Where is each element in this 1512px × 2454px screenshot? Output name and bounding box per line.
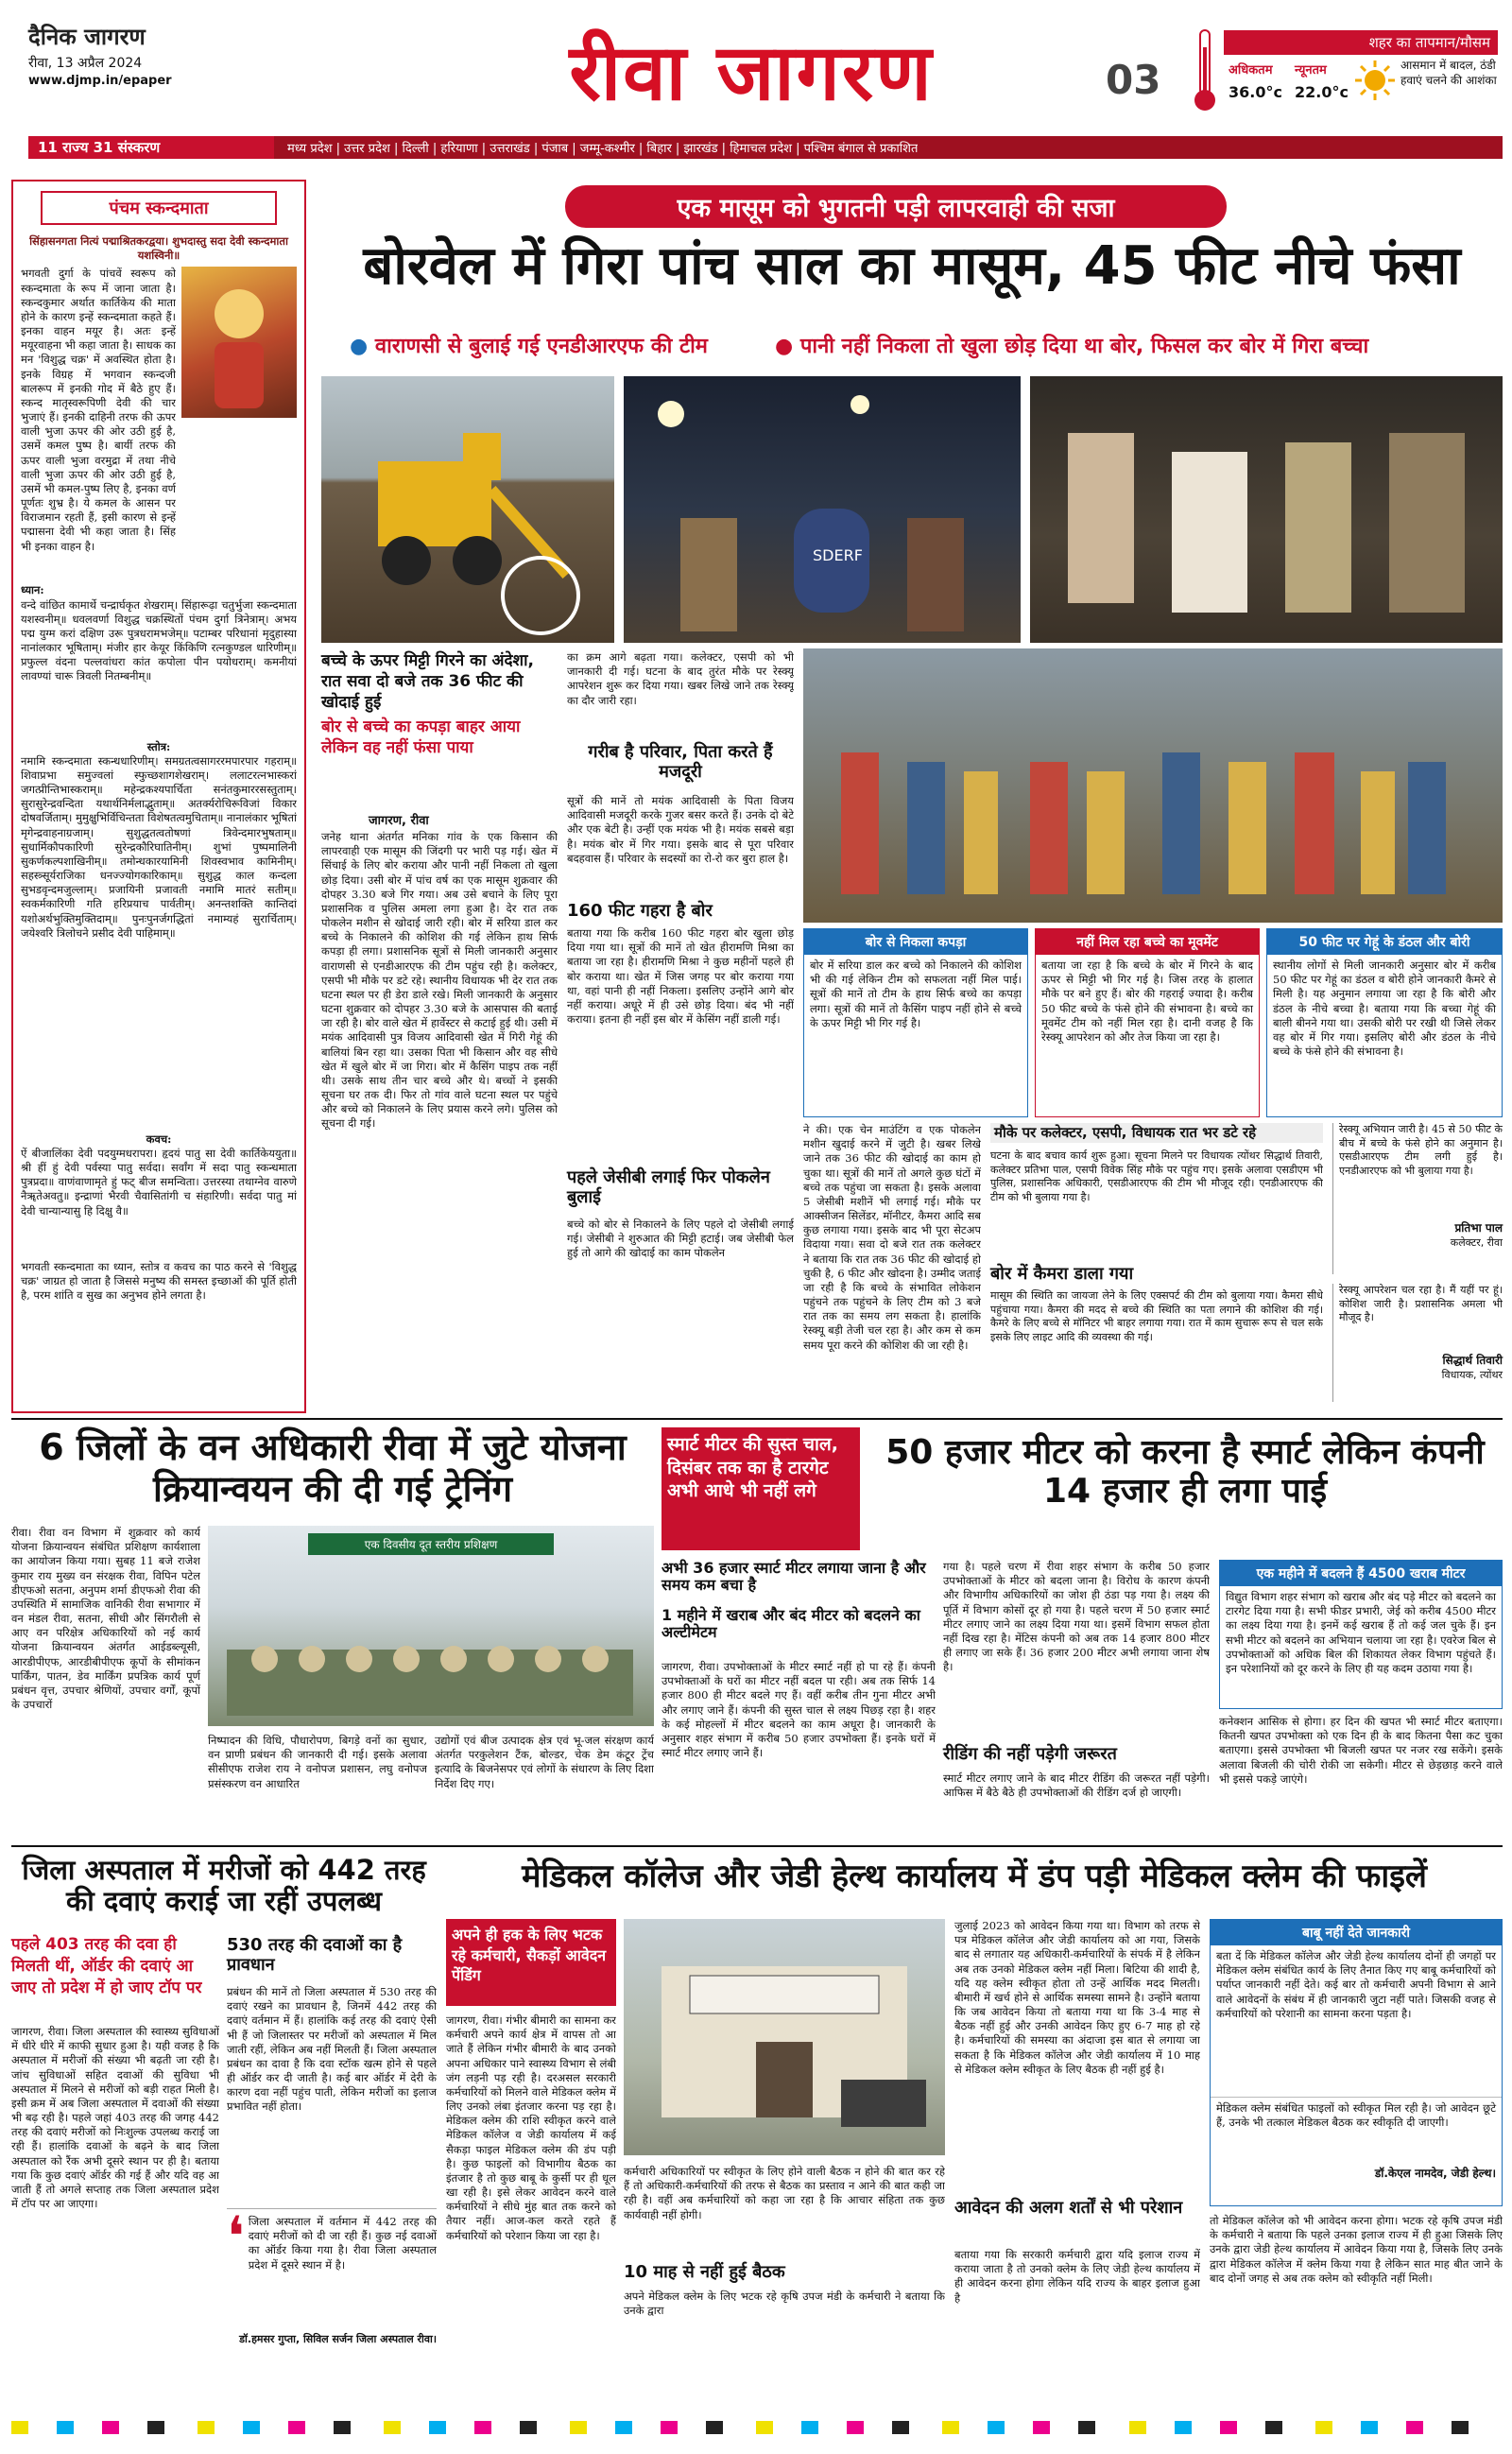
lead-col-2d: बच्चे को बोर से निकालने के लिए पहले दो जेसीबी लगाई गई। जेसीबी ने शुरुआत की मिट्टी हटाई। जब जेसीबी फेल हुई तो आगे की खोदाई का काम पोकलेन (567, 1218, 794, 1260)
smartmeter-box-text: विद्युत विभाग शहर संभाग को खराब और बंद पड़े मीटर को बदलने का टारगेट दिया गया है। सभी फीडर प्रभारी, जेई को करीब 4500 मीटर का लक्ष्य दिया गया है। इनमें कई खराब हैं तो कई जल चुके हैं। इन सभी मीटर को बदलने का अभियान चलाया जा रहा है। एवरेज बिल से उपभोक्ताओं को अधिक बिल की शिकायत लेकर विभाग पहुंचते हैं। इन परेशानियों को दूर करने के लिए ही यह कदम उठाया गया है। (1226, 1590, 1497, 1675)
dhyan-label: ध्यान: (21, 583, 44, 597)
smartmeter-kicker: स्मार्ट मीटर की सुस्त चाल, दिसंबर तक का है टारगेट अभी आधे भी नहीं लगे (662, 1427, 860, 1550)
bullet-icon: ● (775, 335, 794, 358)
sub-160-feet: 160 फीट गहरा है बोर (567, 901, 713, 921)
lead-col-3: ने की। एक चेन माउंटिंग व एक पोकलेन मशीन खुदाई करने में जुटी है। खबर लिखे जाने तक 36 फीट की खोदाई का काम हो चुका था। सूत्रों की मानें तो अगले कुछ घंटों में बच्चे तक पहुंचा जा सकता है। इसके अलावा 5 जेसीबी मशीनें भी लगाई गई। मौके पर आक्सीजन सिलेंडर, मॉनीटर, कैमरा आदि सब कुछ लगाया गया। इसके बाद भी पूरा सेटअप विदाया गया। सवा दो बजे रात तक कलेक्टर ने बताया कि रात तक 36 फीट की खोदाई हो चुकी है, 6 फीट और खोदना है। उम्मीद जताई जा रही है कि बच्चे के संभावित लोकेशन पहुंचने तक पहुंचने के लिए टीम को 3 बजे रात तक का समय लग सकता है। हालांकि रेस्क्यू बड़ी तेजी चल रहा है। और कम से कम समय पूरा करने की कोशिश की जा रही है। (803, 1123, 981, 1352)
medical-col-1: जागरण, रीवा। गंभीर बीमारी का सामना कर कर्मचारी अपने कार्य क्षेत्र में वापस तो आ जाते हैं लेकिन गंभीर बीमारी के बाद उनको अपना अधिकार पाने स्वास्थ्य विभाग से लंबी जंग लड़नी पड़ रही है। दरअसल सरकारी कर्मचारियों को मिलने वाले मेडिकल क्लेम में लिए उनको लंबा इंतजार करना पड़ रहा है। मेडिकल क्लेम की राशि स्वीकृत करने वाले मेडिकल कॉलेज व जेडी कार्यालय में कई सैकड़ा फाइल मेडिकल क्लेम की डंप पड़ी है। कुछ फाइलों को विभागीय बैठक का इंतजार है तो कुछ बाबू के कुर्सी पर ही धूल खा रही है। इसे लेकर आवेदन करने वाले कर्मचारियों ने सीधे मुंह बात तक करने को तैयार नहीं। आज-कल करते रहते हैं कर्मचारियों को परेशान किया जा रहा है। (446, 2013, 616, 2242)
lead-caption (321, 650, 558, 806)
quote-mla-text: रेस्क्यू आपरेशन चल रहा है। मैं यहीं पर हूं। कोशिश जारी है। प्रशासनिक अमला भी मौजूद है। (1339, 1284, 1503, 1324)
box-wheat (1266, 928, 1503, 1117)
divider (11, 1845, 1503, 1847)
hospital-red-sub: पहले 403 तरह की दवा ही मिलती थीं, ऑर्डर की दवाएं आ जाए तो प्रदेश में हो जाए टॉप पर (11, 1935, 202, 1997)
villagers-photo (803, 648, 1503, 923)
left-column (11, 180, 306, 1413)
lead-headline: बोरवेल में गिरा पांच साल का मासूम, 45 फीट नीचे फंसा (363, 235, 1461, 297)
medical-box-quote-name: डॉ.केएल नामदेव, जेडी हेल्थ। (1374, 2167, 1496, 2180)
quote-collector-name: प्रतिभा पाल (1454, 1221, 1503, 1235)
quote-collector-role: कलेक्टर, रीवा (1450, 1236, 1503, 1249)
epaper-url[interactable]: www.djmp.in/epaper (28, 74, 172, 88)
smartmeter-headline: 50 हजार मीटर को करना है स्मार्ट लेकिन कंपनी 14 हजार ही लगा पाई (885, 1433, 1485, 1512)
page-number: 03 (1106, 57, 1161, 103)
medical-box-text: बता दें कि मेडिकल कॉलेज और जेडी हेल्थ कार्यालय दोनों ही जगहों पर मेडिकल क्लेम संबंधित कार्य के लिए तैनात किए गए बाबू कर्मचारियों को पर्याप्त जानकारी नहीं देते। कई बार तो कर्मचारी अपनी विभाग से आने वाले आवेदनों के संबंध में ही जानकारी जुटा नहीं पाते। जिसकी वजह से कर्मचारियों को परेशानी का सामना करना पड़ता है। (1216, 1949, 1496, 2020)
lead-col-2c: बताया गया कि करीब 160 फीट गहरा बोर खुला छोड़ दिया गया था। सूत्रों की मानें तो खेत हीरामणि मिश्रा का बताया जा रहा है। हीरामणि मिश्रा ने कुछ महीनों पहले ही बोर कराया था। खेत में जिस जगह पर बोर कराया गया था, वहां पानी ही नहीं निकला। इसलिए उन्होंने आगे बोर नहीं कराया। अधूरे में ही उसे छोड़ दिया। बंद भी नहीं कराया। इतना ही नहीं इस बोर में केसिंग नहीं डाली गई। (567, 926, 794, 1027)
reading-text: स्मार्ट मीटर लगाए जाने के बाद मीटर रीडिंग की जरूरत नहीं पड़ेगी। आफिस में बैठे बैठे ही उपभोक्ताओं की रीडिंग दर्ज हो जाएगी। (943, 1771, 1210, 1800)
divider (11, 1418, 1503, 1420)
print-registration-marks (11, 2420, 1503, 2439)
kavach-label: कवच: (146, 1132, 172, 1146)
smartmeter-box (1219, 1560, 1503, 1709)
publishing-states: मध्य प्रदेश | उत्तर प्रदेश | दिल्ली | हरियाणा | उत्तराखंड | पंजाब | जम्मू-कश्मीर | बिहार | झारखंड | हिमाचल प्रदेश | पश्चिम बंगाल से प्रकाशित (287, 142, 919, 156)
smartmeter-box-title: एक महीने में बदलने हैं 4500 खराब मीटर (1220, 1561, 1502, 1586)
medical-col-3b: अपने मेडिकल क्लेम के लिए भटक रहे कृषि उपज मंडी के कर्मचारी ने बताया कि उनके द्वारा (624, 2290, 945, 2318)
stotra-label: स्तोत्र: (146, 739, 171, 753)
box-cloth-title: बोर से निकला कपड़ा (804, 929, 1027, 955)
smartmeter-col-3: कनेक्शन आसिक से होगा। हर दिन की खपत भी स्मार्ट मीटर बताएगा। कितनी खपत उपभोक्ता को एक दिन ही के बाद कितना पैसा कट चुका बताएगा। इससे उपभोक्ता भी बिजली खपत पर नजर रख सकेंगे। इसके अलावा बिजली की चोरी रोकी जा सकेगी। मीटर से छेड़छाड़ करने वाले भी इससे पकड़े जाएंगे। (1219, 1715, 1503, 1786)
bullet-icon: ● (350, 335, 369, 358)
forecast-text: आसमान में बादल, ठंडी हवाएं चलने की आशंका (1400, 59, 1497, 87)
reading-head: रीडिंग की नहीं पड़ेगी जरूरत (943, 1744, 1117, 1764)
forest-col-2: निष्पादन की विधि, पौधारोपण, बिगड़े वनों का सुधार, वन प्राणी प्रबंधन की जानकारी दी गई। इसके अलावा सीसीएफ राजेश राय ने वनोपज प्रशासन, लघु वनोपज प्रसंस्करण वन आधारित (208, 1734, 427, 1790)
lead-sub-2-text: पानी नहीं निकला तो खुला छोड़ दिया था बोर, फिसल कर बोर में गिरा बच्चा (799, 335, 1369, 358)
newspaper-logo: रीवा जागरण (569, 28, 934, 118)
intro-text: भगवती दुर्गा के पांचवें स्वरूप को स्कन्दमाता के रूप में जाना जाता है। स्कन्दकुमार अर्थात कार्तिकेय की माता होने के कारण इन्हें स्कन्दमाता कहते हैं। इनका वाहन मयूर है। अतः इन्हें मयूरवाहना भी कहा जाता है। साधक का मन 'विशुद्ध चक्र' में अवस्थित होता है। इनके विग्रह में भगवान स्कन्दजी बालरूप में इनकी गोद में बैठे हुए हैं। स्कन्द मातृस्वरूपिणी देवी की चार भुजाएं हैं। इनकी दाहिनी तरफ की ऊपर वाली भुजा ऊपर की ओर उठी हुई है, उसमें कमल पुष्प है। बायीं तरफ की ऊपर वाली भुजा वरमुद्रा में तथा नीचे वाली भुजा ऊपर की ओर उठी हुई है, उसमें भी कमल-पुष्प लिए है, इनका वर्ण पूर्णतः शुभ्र है। ये कमल के आसन पर विराजमान रहती हैं, इसी कारण से इन्हें पद्मासना देवी भी कहा जाता है। सिंह भी इनका वाहन है। (21, 267, 176, 553)
box-cloth-text: बोर में सरिया डाल कर बच्चे को निकालने की कोशिश भी की गई लेकिन टीम को सफलता नहीं मिल पाई। सूत्रों की मानें तो टीम के हाथ सिर्फ बच्चे का कपड़ा लगा। सूत्रों की मानें तो कैसिंग पाइप नहीं होने से बच्चे के ऊपर मिट्टी भी गिर गई है। (810, 959, 1022, 1029)
forest-col-1: रीवा। रीवा वन विभाग में शुक्रवार को कार्य योजना क्रियान्वयन संबंधित प्रशिक्षण कार्यशाला का आयोजन किया गया। सुबह 11 बजे राजेश कुमार राय मुख्य वन संरक्षक रीवा, विपिन पटेल डीएफओ सतना, अनुपम शर्मा डीएफओ रीवा की उपस्थिति में सामाजिक वानिकी रीवा सभागार में वन मंडल रीवा, सतना, सीधी और सिंगरौली से आए वन परिक्षेत्र अधिकारियों को नई कार्य योजना क्रियान्वयन अंतर्गत आईडब्ल्यूसी, आरडीपीएफ, आरडीबीपीएफ कूपों के सीमांकन पार्किंग, पातन, डेव मार्किंग प्रपत्रिक कार्य पूर्ण प्रबंधन वृत्त, उपचार श्रेणियों, उपचार वर्गों, कूपों के उपचारों (11, 1526, 200, 1712)
brand-small: दैनिक जागरण (28, 24, 146, 50)
masthead-left (28, 21, 236, 88)
medical-box-quote: मेडिकल क्लेम संबंधित फाइलों को स्वीकृत मिल रही है। जो आवेदन छूटे हैं, उनके भी तत्काल मेडिकल बैठक कर स्वीकृति दी जाएगी। (1211, 2097, 1502, 2165)
lead-caption-head: बच्चे के ऊपर मिट्टी गिरने का अंदेशा, रात सवा दो बजे तक 36 फीट की खोदाई हुई (321, 651, 534, 713)
collector-text: घटना के बाद बचाव कार्य शुरू हुआ। सूचना मिलने पर विधायक त्योंथर सिद्धार्थ तिवारी, कलेक्टर प्रतिभा पाल, एसपी विवेक सिंह मौके पर पहुंच गए। इसके अलावा एसडीएम भी पुलिस, प्रशासनिक अधिकारी, एसडीआरएफ की टीम भी मौजूद रही। एनडीआरएफ की टीम को भी बुलाया गया है। (990, 1149, 1323, 1203)
kavach-text: ऐं बीजालिंका देवी पदयुग्मधरापरा। हृदयं पातु सा देवी कार्तिकेययुता॥ श्री हीं हुं देवी पर्वस्या पातु सर्वदा। सर्वांग में सदा पातु स्कन्धमाता पुत्रप्रदा॥ वाणंवाणामृते हुं फट् बीज समन्विता। उत्तरस्या तथाग्नेव वारुणे नैॠतेअवतु॥ इन्द्राणां भैरवी चैवासितांगी च संहारिणी। सर्वदा पातु मां देवी चान्यान्यासु हि दिक्षु वै॥ (21, 1146, 297, 1218)
lead-sub-1-text: वाराणसी से बुलाई गई एनडीआरएफ की टीम (374, 335, 708, 358)
sun-icon (1353, 59, 1397, 102)
medical-col-2: जुलाई 2023 को आवेदन किया गया था। विभाग को तरफ से पत्र मेडिकल कॉलेज और जेडी कार्यालय को आ गया, जिसके बाद से लगातार यह अधिकारी-कर्मचारियों के संपर्क में है लेकिन अब तक उनको मेडिकल क्लेम नहीं मिला। बिटिया की शादी है, यदि यह क्लेम स्वीकृत होता तो उन्हें आर्थिक मदद मिलती। बीमारी में खर्च होने से आर्थिक समस्या सामने है। उन्होंने बताया कि जब आवेदन किया तो बताया गया था कि 3-4 माह से बैठक नहीं हुई और उनकी आवेदन किए हुए 6-7 माह हो रहे है। कर्मचारियों की समस्या का अंदाजा इस बात से लगाया जा सकता है कि मेडिकल कॉलेज और जेडी कार्यालय में 10 माह से मेडिकल क्लेम स्वीकृत के लिए बैठक ही नहीं हुई है। (954, 1919, 1200, 2076)
nav-strip (28, 136, 1503, 159)
medical-box-title: बाबू नहीं देते जानकारी (1211, 1920, 1502, 1945)
hospital-sub-530: 530 तरह की दवाओं का है प्रावधान (227, 1935, 403, 1975)
svg-text:SDERF: SDERF (813, 546, 863, 564)
officials-photo (1030, 376, 1503, 643)
lead-col-2b: सूत्रों की मानें तो मयंक आदिवासी के पिता विजय आदिवासी मजदूरी करके गुजर बसर करते हैं। उनके दो बेटे और एक बेटी है। उन्हीं एक मयंक भी है। मयंक सबसे बड़ा है। मयंक बोर में गिर गया। इसके बाद से पूरा परिवार बदहवास हैं। परिवार के सदस्यों का रो-रो कर बुरा हाल है। (567, 794, 794, 865)
sub-poor-family: गरीब है परिवार, पिता करते हैं मजदूरी (588, 742, 773, 782)
weather-title: शहर का तापमान/मौसम (1224, 30, 1498, 55)
jcb-photo (321, 376, 614, 643)
forest-training-photo (208, 1526, 654, 1726)
smartmeter-sub-2: 1 महीने में खराब और बंद मीटर को बदलने का अल्टीमेटम (662, 1606, 920, 1642)
medical-col-3: कर्मचारी अधिकारियों पर स्वीकृत के लिए होने वाली बैठक न होने की बात कर रहे हैं तो अधिकारी-कर्मचारियों की तरफ से बैठक का प्रस्ताव न आने की बात कही जा रही है। वहीं अब कर्मचारियों को कहा जा रहा है कि आचार संहिता तक कुछ कार्यवाही नहीं होगी। (624, 2165, 945, 2221)
medical-sub-10: 10 माह से नहीं हुई बैठक (624, 2262, 785, 2282)
box-wheat-text: स्थानीय लोगों से मिली जानकारी अनुसार बोर में करीब 50 फीट पर गेहूं का डंठल व बोरी होने जानकारी कैमरे से मिली है। यह अनुमान लगाया जा रहा है कि बोरी और डंठल के नीचे बच्चा है। बताया गया कि बच्चा गेहूं की बाली बीनने गया था। उसकी बोरी पर रखी थी जिसे लेकर वह बोर में गिर गया। इसलिए बोरी और डंठल के नीचे बच्चे के फंसे होने की संभावना है। (1273, 959, 1496, 1059)
lead-kicker: एक मासूम को भुगतनी पड़ी लापरवाही की सजा (565, 185, 1227, 228)
medical-headline: मेडिकल कॉलेज और जेडी हेल्थ कार्यालय में डंप पड़ी मेडिकल क्लेम की फाइलें (522, 1858, 1427, 1895)
quote-collector (1332, 1123, 1503, 1274)
camera-head: बोर में कैमरा डाला गया (990, 1264, 1134, 1284)
box-wheat-title: 50 फीट पर गेहूं के डंठल और बोरी (1267, 929, 1502, 955)
quote-collector-text: रेस्क्यू अभियान जारी है। 45 से 50 फीट के बीच में बच्चे के फंसे होने का अनुमान है। एसडीआरएफ टीम लगी हुई है। एनडीआरएफ को भी बुलाया गया है। (1339, 1123, 1503, 1177)
forest-photo-banner: एक दिवसीय दूत स्तरीय प्रशिक्षण (308, 1533, 554, 1555)
forest-col-3: उद्योगों एवं बीज उत्पादक क्षेत्र एवं भू-जल संरक्षण कार्य अंतर्गत परकुलेशन टैंक, बोल्डर, चेक डेम कंटूर ट्रेंच इत्यादि के बिजनेसपर एवं लोगों के संधारण के लिए दिशा निर्देश दिए गए। (435, 1734, 654, 1790)
left-column-title: पंचम स्कन्दमाता (41, 191, 277, 225)
quote-mark-icon: ❛ (227, 2204, 245, 2269)
stotra-text: नमामि स्कन्दमाता स्कन्धधारिणीम्। समग्रतत्वसागररमपारपार गहराम्॥ शिवाप्रभा समुज्वलां स्फुच्छशागशेखराम्। ललाटरत्नभास्करां जगत्प्रीन्तिभास्कराम्॥ महेन्द्रकश्यपार्चिता सनंतकुमाररसस्तुताम्। सुरासुरेन्द्रवन्दिता यथार्थनिर्मलाद्भुताम्॥ अतर्क्यरोचिरूविजां विकार दोषवर्जिताम्। मुमुक्षुभिर्विचिन्तता विशेषतत्वमुचिताम्॥ नानालंकार भूषितां मृगेन्द्रवाहनाग्रजाम्। सुशुद्धतत्वतोषणां त्रिवेन्दमारभुषताम्॥ सुधार्मिकौपकारिणी सुरेन्द्रकौरिघातिनीम्। शुभां पुष्पमालिनी सुकर्णकल्पशाखिनीम्॥ तमोन्धकारयामिनी शिवस्वभाव कामिनीम्। सहस्त्र्सूर्यराजिका धनज्ज्योगकारिकाम्॥ सुशुद्ध काल कन्दला सुभडवृन्दमजुल्लाम्। प्रजायिनी प्रजावती नमामि मातरं सतीम्॥ स्वकर्मकारिणी गति हरिप्रयाच पार्वतीम्। अनन्तशक्ति कान्तिदां यशोअर्थभुक्तिमुक्तिदाम्॥ पुनःपुनर्जगद्धितां नमाम्यहं सुरार्चिताम्। जयेश्वरि त्रिलोचने प्रसीद देवी पाहिमाम्॥ (21, 753, 297, 940)
medical-box (1210, 1919, 1503, 2382)
edition-date: रीवा, 13 अप्रैल 2024 (28, 56, 143, 71)
dhyan-text: वन्दे वांछित कामार्थे चन्द्रार्घकृत शेखराम्। सिंहारूढ़ा चतुर्भुजा स्कन्दमाता यशस्वनीम्॥ धवलवर्णा विशुद्ध चक्रस्थितों पंचम दुर्गा त्रिनेत्राम्। अभय पद्म युग्म करां दक्षिण उरू पुत्रधरामभजेम्॥ पटाम्बर परिधानां मृदुहास्या नानांलकार भूषिताम्। मंजीर हार केयूर किंकिणि रत्नकुण्डल धारिणीम्॥ प्रफुल्ल वंदना पल्लवांधरा कांत कपोला पीन पयोधराम्। कमनीयां लावण्यां चारू त्रिवली नितम्बनीम्॥ (21, 597, 297, 683)
smartmeter-sub-1: अभी 36 हजार स्मार्ट मीटर लगाया जाना है और समय कम बचा है (662, 1559, 926, 1595)
hospital-body: जागरण, रीवा। जिला अस्पताल की स्वास्थ्य सुविधाओं में धीरे धीरे में काफी सुधार हुआ है। यही वजह है कि अस्पताल में मरीजों की संख्या भी बढ़ती जा रही है। जांच सुविधाओं सहित दवाओं की सुविधा भी अस्पताल में मिलने से मरीजों को बड़ी राहत मिली है। इसी क्रम में अब जिला अस्पताल में दवाओं की संख्या भी बढ़ रही है। पहले जहां 403 तरह की जगह 442 तरह की दवाएं मरीजों को निःशुल्क उपलब्ध कराई जा रही हैं। हालांकि दवाओं के बढ़ने के बाद जिला अस्पताल को रैंक अभी दूसरे स्थान पर ही है। बताया गया कि कुछ दवाएं ऑर्डर की गई हैं और यदि वह आ जाती हैं तो अगले सप्ताह तक जिला अस्पताल प्रदेश में टॉप पर आ जाएगा। (11, 2025, 219, 2211)
forest-headline: 6 जिलों के वन अधिकारी रीवा में जुटे योजना क्रियान्वयन की दी गई ट्रेनिंग (39, 1426, 627, 1510)
min-temp-label: न्यूनतम (1295, 63, 1327, 78)
edition-count: 11 राज्य 31 संस्करण (28, 136, 274, 159)
sub-jcb: पहले जेसीबी लगाई फिर पोकलेन बुलाई (567, 1167, 770, 1207)
smartmeter-col-1: जागरण, रीवा। उपभोक्ताओं के मीटर स्मार्ट नहीं हो पा रहे हैं। कंपनी उपभोक्ताओं के घरों का मीटर नहीं बदल पा रही। अब तक सिर्फ 14 हजार 800 ही मीटर बदले गए हैं। वहीं करीब तीन गुना मीटर अभी और लगाए जाने हैं। कंपनी की सुस्त चाल से लक्ष्य पिछड़ रहा है। शहर के कई मोहल्लों में मीटर बदलने का काम अधूरा है। जानकारी के अनुसार शहर संभाग में करीब 50 हजार उपभोक्ता हैं। इनके घरों में स्मार्ट मीटर लगाए जाने हैं। (662, 1660, 936, 1760)
invocation: सिंहासनगता नित्यं पद्माश्रितकरद्वया। शुभदास्तु सदा देवी स्कन्दमाता यशस्विनी॥ (29, 234, 288, 263)
camera-text: मासूम की स्थिति का जायजा लेने के लिए एक्सपर्ट की टीम को बुलाया गया। कैमरा सीधे पहुंचाया गया। कैमरा की मदद से बच्चे की स्थिति का पता लगाने की कोशिश की गई। कैमरे के लिए बच्चे से मॉनिटर भी बाहर लगाया गया। रात में काम सुचारू रूप से चल सके इसके लिए लाइट आदि की व्यवस्था की गई। (990, 1289, 1323, 1343)
lead-sub-1 (350, 331, 756, 359)
goddess-image (181, 267, 297, 418)
max-temp: 36.0°c (1228, 83, 1282, 101)
min-temp: 22.0°c (1295, 83, 1349, 101)
hospital-headline: जिला अस्पताल में मरीजों को 442 तरह की दवाएं कराई जा रहीं उपलब्ध (22, 1854, 426, 1918)
box-movement-title: नहीं मिल रहा बच्चे का मूवमेंट (1036, 929, 1259, 955)
office-building-photo (624, 1919, 945, 2155)
thermometer-icon (1193, 28, 1217, 113)
quote-mla (1332, 1284, 1503, 1402)
quote-mla-name: सिद्धार्थ तिवारी (1442, 1354, 1503, 1367)
medical-sub-alag: आवेदन की अलग शर्तों से भी परेशान (954, 2198, 1183, 2218)
medical-col-4: बताया गया कि सरकारी कर्मचारी द्वारा यदि इलाज राज्य में कराया जाता है तो उनको क्लेम के लिए जेडी हेल्थ कार्यालय में ही आवेदन करना होगा लेकिन यदि राज्य के बाहर इलाज हुआ है (954, 2248, 1200, 2305)
max-temp-label: अधिकतम (1228, 63, 1273, 78)
lead-caption-red: बोर से बच्चे का कपड़ा बाहर आया लेकिन वह नहीं फंसा पाया (321, 717, 521, 758)
smartmeter-col-2: गया है। पहले चरण में रीवा शहर संभाग के करीब 50 हजार उपभोक्ताओं के मीटर को बदला जाना है। विरोध के कारण कंपनी और विभागीय अधिकारियों का जोश ही ठंडा पड़ गया है। लक्ष्य की पूर्ति में विभाग कोसों दूर हो गया है। पहले चरण में 50 हजार स्मार्ट मीटर लगाए जाने का लक्ष्य दिया गया था। इसमें विभाग सफल होता नहीं दिख रहा है। मेंटिस कंपनी को अब तक 14 हजार 800 मीटर ही लगाए जा सके हैं। 36 हजार 200 मीटर अभी लगाया जाना शेष है। (943, 1560, 1210, 1674)
collector-head: मौके पर कलेक्टर, एसपी, विधायक रात भर डटे रहे (990, 1123, 1323, 1143)
hospital-quote-box (227, 2204, 437, 2384)
lead-dateline: जागरण, रीवा (369, 814, 429, 828)
closing-text: भगवती स्कन्दमाता का ध्यान, स्तोत्र व कवच का पाठ करने से 'विशुद्ध चक्र' जाग्रत हो जाता है जिससे मनुष्य की समस्त इच्छाओं की पूर्ति होती है, परम शांति व सुख का अनुभव होने लगता है। (21, 1259, 297, 1303)
hospital-quote-text: जिला अस्पताल में वर्तमान में 442 तरह की दवाएं मरीजों को दी जा रही हैं। कुछ नई दवाओं का ऑर्डर किया गया है। रीवा जिला अस्पताल प्रदेश में दूसरे स्थान में है। (248, 2215, 437, 2272)
rescue-night-photo (624, 376, 1021, 643)
hospital-body-2: प्रबंधन की मानें तो जिला अस्पताल में 530 तरह की दवाएं रखने का प्रावधान है, जिनमें 442 तरह की दवाएं वर्तमान में हैं। हालांकि कई तरह की दवाएं ऐसी भी हैं जो जिलास्तर पर मरीजों को अस्पताल में मिल जाती रहीं, लेकिन अब नहीं मिलती हैं। जिला अस्पताल प्रबंधन का दावा है कि दवा स्टॉक खत्म होने से पहले ही ऑर्डर कर दी जाती है। कई बार ऑर्डर में देरी के कारण दवा नहीं पहुंच पाती, लेकिन मरीजों का इलाज प्रभावित नहीं होता। (227, 1985, 437, 2114)
box-movement-text: बताया जा रहा है कि बच्चे के बोर में गिरने के बाद ऊपर से मिट्टी भी गिर गई है। जिस तरह के हालात मौके पर बने हुए हैं। बोर की गहराई ज्यादा है। करीब 50 फीट बच्चे के फंसे होने की संभावना है। बच्चे का मूवमेंट टीम को नहीं मिल रहा है। दानी वजह है कि रेस्क्यू आपरेशन को और तेज किया जा रहा है। (1041, 959, 1253, 1044)
lead-col-1: जनेह थाना अंतर्गत मनिका गांव के एक किसान की लापरवाही एक मासूम की जिंदगी पर भारी पड़ गई। खेत में सिंचाई के लिए बोर कराया और पानी नहीं निकला तो खुला छोड़ दिया। उसी बोर में पांच वर्ष का एक मासूम शुक्रवार की दोपहर 3.30 बजे गिर गया। अब उसे बचाने के लिए पूरा प्रशासनिक व पुलिस अमला लगा हुआ है। देर रात तक पोकलेन मशीन से खोदाई जारी रही। बोर में सरिया डाल कर बच्चे के निकालने की कोशिश की गई लेकिन हाथ सिर्फ कपड़ा ही लगा। प्रशासनिक सूत्रों से मिली जानकारी अनुसार वाराणसी से एनडीआरएफ की टीम पहुंच रही है। कलेक्टर, एसपी भी मौके पर डटे रहे। स्थानीय विधायक भी देर रात तक घटना स्थल पर ही डेरा डाले रखे। मिली जानकारी के अनुसार घटना शुक्रवार को दोपहर 3.30 बजे के आसपास की बताई जा रही है। बोर वाले खेत में हार्वेस्टर से कटाई हुई थी। उसी में मयंक आदिवासी पुत्र विजय आदिवासी खेत में गिरी गेहूं की बालियां बिन रहा था। उसका पिता भी किसान और वह सीधे खेत में खुले बोर में जा गिरा। बोर में कैसिंग पाइप तक नहीं थी। उसके साथ तीन चार बच्चे और थे। बच्चों ने इसकी सूचना घर तक दी। फिर तो गांव वाले घटना स्थल पर पहुंचे और बच्चे को निकालने के लिए प्रयास करने लगे। पुलिस को सूचना दी गई। (321, 830, 558, 1131)
quote-mla-role: विधायक, त्योंथर (1441, 1369, 1503, 1381)
box-cloth (803, 928, 1028, 1117)
lead-col-2: का क्रम आगे बढ़ता गया। कलेक्टर, एसपी को भी जानकारी दी गई। घटना के बाद तुरंत मौके पर रेस्क्यू आपरेशन शुरू कर दिया गया। खबर लिखे जाने तक रेस्क्यू का दौर जारी रहा। (567, 650, 794, 707)
box-movement (1035, 928, 1260, 1117)
lead-sub-2 (775, 331, 1503, 359)
medical-red-sub: अपने ही हक के लिए भटक रहे कर्मचारी, सैकड़ों आवेदन पेंडिंग (446, 1919, 616, 2006)
medical-col-5: तो मेडिकल कॉलेज को भी आवेदन करना होगा। भटक रहे कृषि उपज मंडी के कर्मचारी ने बताया कि पहले उनका इलाज राज्य में ही हुआ जिसके लिए उनके द्वारा जेडी हेल्थ कार्यालय में आवेदन किया गया है, जिसके लिए उनके द्वारा मेडिकल कॉलेज में क्लेम किया गया है लेकिन सात माह बीत जाने के बाद दोनों जगह से अब तक क्लेम को स्वीकृति नहीं मिली। (1210, 2214, 1503, 2285)
hospital-quote-name: डॉ.हमसर गुप्ता, सिविल सर्जन जिला अस्पताल रीवा। (239, 2333, 437, 2345)
